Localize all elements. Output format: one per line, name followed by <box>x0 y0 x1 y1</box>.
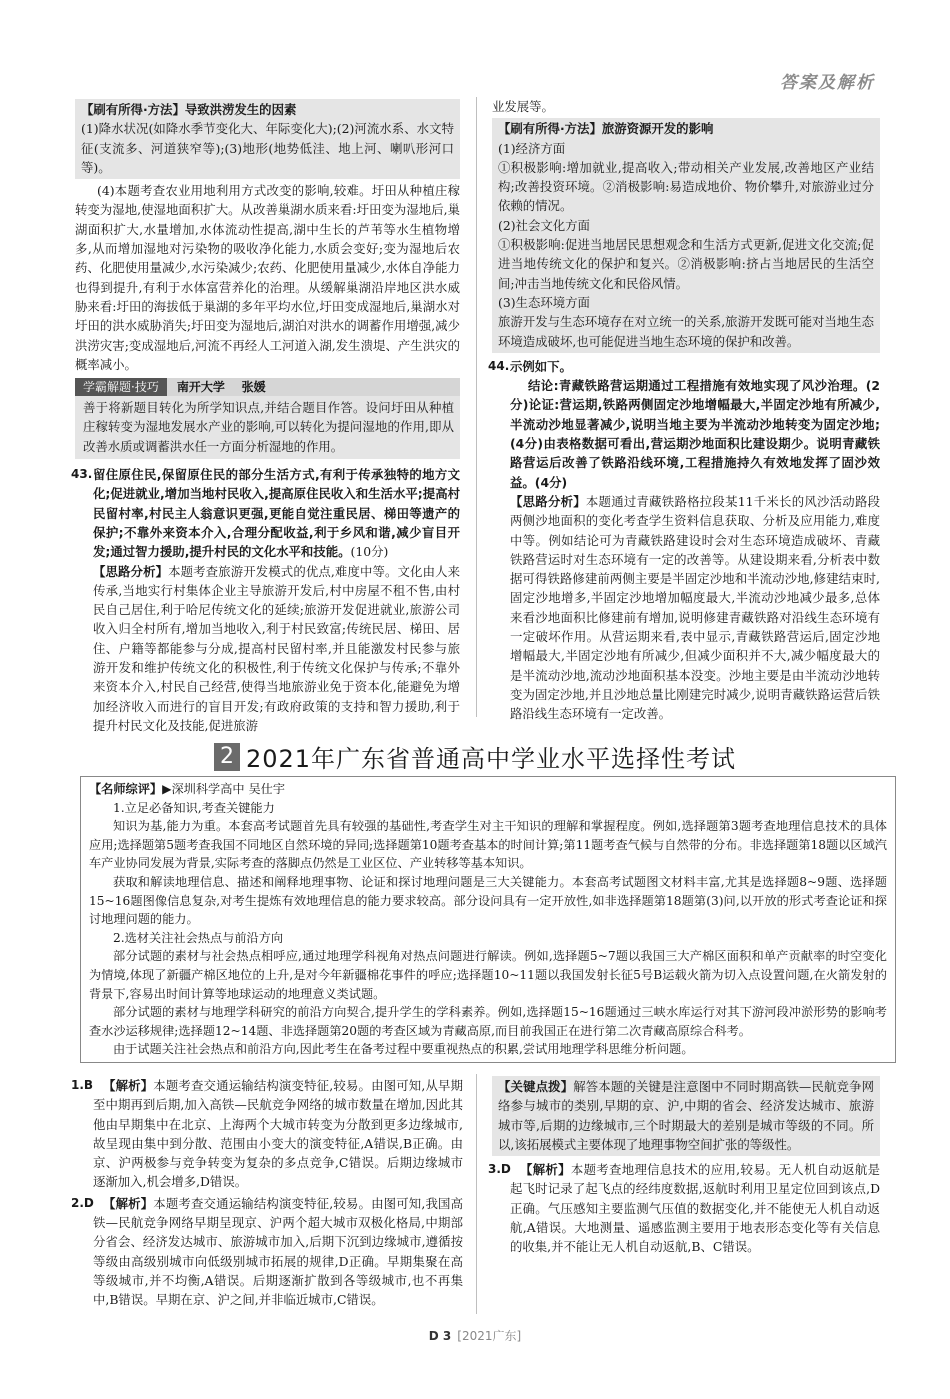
tip-name: 张媛 <box>241 380 266 395</box>
section-title-text: 2021年广东省普通高中学业水平选择性考试 <box>245 745 737 773</box>
comment-paragraph: 部分试题的素材与地理学科研究的前沿方向契合,提升学生的学科素养。例如,选择题15~16题通过三峡水库运行对其下游河段冲淤形势的影响考查水沙运移规律;选择题12~14题、非选择题第20题的考查区域为青藏高原,而目前我国正在进行第二次青藏高原综合科考。 <box>89 1005 887 1038</box>
key-point-label: 【关键点拨】 <box>498 1079 574 1094</box>
question-44 <box>488 357 880 724</box>
tip-body: 善于将新题目转化为所学知识点,并结合题目作答。设问圩田从种植庄稼转变为湿地发展水产业的影响,可以转化为提问湿地的作用,即从改善水质或调蓄洪水任一方面分析湿地的作用。 <box>75 396 460 459</box>
method-line: ①积极影响:促进当地居民思想观念和生活方式更新,促进文化交流;促进当地传统文化的保护和复兴。②消极影响:挤占当地居民的生活空间;冲击当地传统文化和民俗风情。 <box>498 237 874 291</box>
answer-number: 2.D <box>71 1195 94 1210</box>
answer-item-3 <box>488 1160 880 1256</box>
answer-paragraph-4: (4)本题考查农业用地利用方式改变的影响,较难。圩田从种植庄稼转变为湿地,使湿地面积扩大。从改善巢湖水质来看:圩田变为湿地后,巢湖面积扩大,水量增加,水体流动性提高,湖中生长的芦苇等水生植物增多,从而增加湿地对污染物的吸收净化能力,水质会变好;变为湿地后农药、化肥使用量减少,水污染减少;农药、化肥使用量减少,水体自净能力也得到提升,有利于水体富营养化的治理。从缓解巢湖沿岸地区洪水威胁来看:圩田的海拔低于巢湖的多年平均水位,圩田变成湿地后,巢湖水对圩田的洪水威胁消失;圩田变为湿地后,湖泊对洪水的调蓄作用增强,减少洪涝灾害;变成湿地后,河流不再经人工河道入湖,发生溃堤、产生洪灾的概率减小。 <box>75 183 460 372</box>
answers-left-column <box>71 1074 463 1312</box>
answer-number: 1.B <box>71 1078 94 1092</box>
comment-header <box>89 780 887 799</box>
answer-text: 本题考查交通运输结构演变特征,较易。由图可知,我国高铁—民航竞争网络早期呈现京、沪两个超大城市双极化格局,中期部分省会、经济发达城市、旅游城市加入,后期下沉到边缘城市,遵循按等级由高级别城市向低级别城市拓展的规律,D正确。早期集聚在高等级城市,并不均衡,A错误。后期逐渐扩散到各等级城市,也不再集中,B错误。早期在京、沪之间,并非临近城市,C错误。 <box>93 1195 463 1308</box>
analysis-text: 本题通过青藏铁路格拉段某11千米长的风沙活动路段两侧沙地面积的变化考查学生资料信息获取、分析及应用能力,难度中等。例如结论可为青藏铁路建设时会对生态环境造成破坏、青藏铁路营运时对生态环境有一定的改善等。从建设期来看,分析表中数据可得铁路修建前两侧主要是半固定沙地和半流动沙地,修建结束时,固定沙地增多,半固定沙地增加幅度最大,半流动沙地减少最多,总体来看沙地面积比修建前有增加,说明修建青藏铁路对沿线生态环境有一定破坏作用。从营运期来看,表中显示,青藏铁路营运后,固定沙地增幅最大,半固定沙地有所减少,但减少面积并不大,减少幅度最大的是半流动沙地,流动沙地面积基本没变。沙地主要是由半流动沙地转变为固定沙地,并且沙地总量比刚建完时减少,说明青藏铁路运营后铁路沿线生态环境有一定改善。 <box>510 493 880 722</box>
column-divider <box>476 97 477 717</box>
page-header-title: 答案及解析 <box>780 73 875 93</box>
answer-label: 【解析】 <box>103 1195 154 1211</box>
answer-number: 3.D <box>488 1162 511 1177</box>
left-column <box>71 97 460 737</box>
page-number: D 3 <box>428 1329 452 1343</box>
answer-item-2 <box>71 1194 463 1310</box>
comment-paragraph: 知识为基,能力为重。本套高考试题首先具有较强的基础性,考查学生对主干知识的理解和掌握程度。例如,选择题第3题考查地理信息技术的具体应用;选择题第5题考查我国不同地区自然环境的异同;选择题第10题考查基本的时间计算;第11题考查气候与自然带的分布。非选择题第18题以区域汽车产业协同发展为背景,实际考查的落脚点仍然是工业区位、产业转移等基本知识。 <box>89 819 887 871</box>
method-box-heading: 【刷有所得·方法】旅游资源开发的影响 <box>498 121 714 137</box>
continued-text: 业发展等。 <box>492 99 554 114</box>
answer-item-1 <box>71 1076 463 1192</box>
page-footer <box>0 1327 950 1344</box>
page-tag: [2021广东] <box>457 1329 522 1343</box>
analysis-label: 【思路分析】 <box>93 563 169 579</box>
tip-school: 南开大学 <box>176 380 225 395</box>
method-line: (2)社会文化方面 <box>498 217 590 233</box>
comment-paragraph: 部分试题的素材与社会热点相呼应,通过地理学科视角对热点问题进行解读。例如,选择题5~7题以我国三大产棉区面积和单产贡献率的时空变化为情境,体现了新疆产棉区地位的上升,是对今年新疆棉花事件的呼应;选择题10~11题以我国发射长征5号B运载火箭为切入点设置问题,在火箭发射的背景下,容易出时间计算等地球运动的地理意义类试题。 <box>89 949 887 1001</box>
comment-paragraph: 获取和解读地理信息、描述和阐释地理事物、论证和探讨地理问题是三大关键能力。本套高考试题图文材料丰富,尤其是选择题8~9题、选择题15~16题图像信息复杂,对考生提炼有效地理信息的能力要求较高。部分设问具有一定开放性,如非选择题第18题第(3)问,以开放的形式考查论证和探讨地理问题的能力。 <box>89 874 887 927</box>
section-number: 2 <box>214 743 240 771</box>
question-score: (10分) <box>350 544 389 560</box>
method-box-flood <box>75 99 460 179</box>
method-box-heading: 【刷有所得·方法】导致洪涝发生的因素 <box>81 102 297 117</box>
method-line: (1)经济方面 <box>498 140 566 156</box>
method-box-tourism <box>492 118 880 353</box>
question-answer: 结论:青藏铁路营运期通过工程措施有效地实现了风沙治理。(2分)论证:营运期,铁路两侧固定沙地增幅最大,半固定沙地有所减少,半流动沙地显著减少,说明当地主要为半流动沙地转变为固定沙地;(4分)由表格数据可看出,营运期沙地面积比建设期少。说明青藏铁路营运后改善了铁路沿线环境,工程措施持久有效地发挥了固沙效益。(4分) <box>510 378 880 490</box>
comment-paragraph: 由于试题关注社会热点和前沿方向,因此考生在备考过程中要重视热点的积累,尝试用地理学科思维分析问题。 <box>113 1042 694 1057</box>
comment-heading: 【名师综评】 <box>89 782 163 796</box>
column-divider-bottom <box>476 1074 477 1314</box>
method-line: (3)生态环境方面 <box>498 294 590 310</box>
key-point-text: 解答本题的关键是注意图中不同时期高铁—民航竞争网络参与城市的类别,早期的京、沪,中期的省会、经济发达城市、旅游城市等,后期的边缘城市,三个时期最大的差别是城市等级的不同。所以,该拓展模式主要体现了地理事物空间扩张的等级性。 <box>498 1079 875 1152</box>
answer-label: 【解析】 <box>520 1162 571 1178</box>
question-number: 43. <box>71 467 93 482</box>
answer-text: 本题考查交通运输结构演变特征,较易。由图可知,从早期至中期再到后期,加入高铁—民航竞争网络的城市数量在增加,因此其他由早期集中在北京、上海两个大城市转变为分散到更多边缘城市,故呈现由集中到分散、范围由小变大的演变特征,A错误,B正确。由京、沪两极参与竞争转变为复杂的多点竞争,C错误。后期边缘城市逐渐加入,机会增多,D错误。 <box>93 1078 463 1190</box>
answers-right-column <box>488 1074 880 1259</box>
method-box-body: (1)降水状况(如降水季节变化大、年际变化大);(2)河流水系、水文特征(支流多、河道狭窄等);(3)地形(地势低洼、地上河、喇叭形河口等)。 <box>81 121 454 175</box>
section-title <box>0 739 950 774</box>
key-point-box <box>492 1076 880 1156</box>
question-intro: 示例如下。 <box>510 358 572 374</box>
answer-text: 本题考查地理信息技术的应用,较易。无人机自动返航是起飞时记录了起飞点的经纬度数据,返航时利用卫星定位回到该点,D正确。气压感知主要监测气压值的数据变化,并不能使无人机自动返航,A错误。大地测量、遥感监测主要用于地表形态变化等有关信息的收集,并不能让无人机自动返航,B、C错误。 <box>510 1162 880 1255</box>
tip-tag: 学霸解题·技巧 <box>75 378 167 396</box>
method-line: 旅游开发与生态环境存在对立统一的关系,旅游开发既可能对当地生态环境造成破坏,也可能促进当地生态环境的保护和改善。 <box>498 314 874 349</box>
comment-subheading-1: 1.立足必备知识,考查关键能力 <box>113 800 275 815</box>
question-answer: 留住原住民,保留原住民的部分生活方式,有利于传承独特的地方文化;促进就业,增加当地村民收入,提高原住民收入和生活水平;提高村民留村率,村民主人翁意识更强,更能自觉注重民居、梯田等遗产的保护;不靠外来资本介入,合理分配收益,利于乡风和谐,减少盲目开发;通过智力援助,提升村民的文化水平和技能。 <box>93 467 460 560</box>
method-line: ①积极影响:增加就业,提高收入;带动相关产业发展,改善地区产业结构;改善投资环境。②消极影响:易造成地价、物价攀升,对旅游业过分依赖的情况。 <box>498 159 874 214</box>
comment-author: ▶深圳科学高中 吴仕宇 <box>162 782 286 796</box>
right-column <box>488 97 880 726</box>
teacher-comment-box <box>80 776 896 1063</box>
analysis-text: 本题考查旅游开发模式的优点,难度中等。文化由人来传承,当地实行村集体企业主导旅游开发后,村中房屋不租不售,由村民自己居住,利于哈尼传统文化的延续;旅游开发促进就业,旅游公司收入归全村所有,增加当地收入,利于村民致富;传统民居、梯田、居住、户籍等都能参与分成,提高村民留村率,并且能激发村民参与旅游开发和维护传统文化的积极性,利于传统文化保护与传承;不靠外来资本介入,村民自己经营,使得当地旅游业免于资本化,能避免为增加经济收入而进行的盲目开发;有政府政策的支持和智力援助,利于提升村民文化及技能,促进旅游 <box>93 563 460 733</box>
tip-author <box>167 378 460 396</box>
comment-subheading-2: 2.选材关注社会热点与前沿方向 <box>113 930 284 945</box>
question-43 <box>71 465 460 735</box>
tip-banner <box>75 378 460 396</box>
answer-label: 【解析】 <box>103 1078 154 1093</box>
question-number: 44. <box>488 358 510 373</box>
analysis-label: 【思路分析】 <box>510 493 586 509</box>
